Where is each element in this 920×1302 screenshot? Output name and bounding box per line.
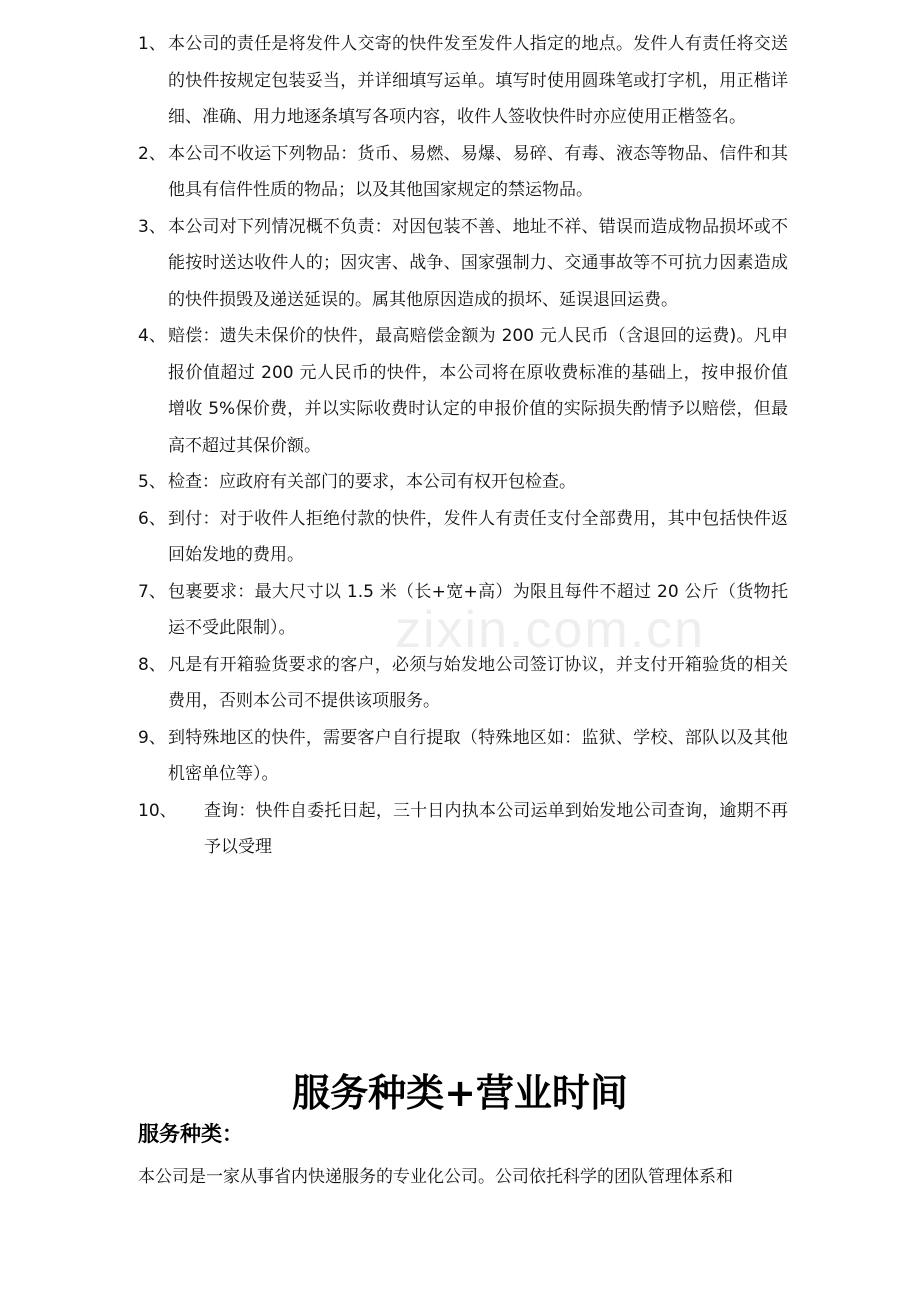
terms-list (138, 26, 788, 866)
term-text: 检查：应政府有关部门的要求，本公司有权开包检查。 (168, 472, 576, 492)
term-item (138, 574, 788, 647)
intro-paragraph: 本公司是一家从事省内快递服务的专业化公司。公司依托科学的团队管理体系和 (138, 1167, 733, 1187)
term-number: 3、 (138, 216, 166, 237)
term-text: 到付：对于收件人拒绝付款的快件，发件人有责任支付全部费用，其中包括快件返回始发地的费用。 (168, 508, 788, 565)
term-item (138, 464, 788, 501)
term-item (138, 26, 788, 136)
term-text: 赔偿：遗失未保价的快件，最高赔偿金额为 200 元人民币（含退回的运费)。凡申报价值超过 200 元人民币的快件，本公司将在原收费标准的基础上，按申报价值增收 5%保价费，并以实际收费时认定的申报价值的实际损失酌情予以赔偿，但最高不超过其保价额。 (168, 326, 788, 456)
term-number: 8、 (138, 654, 166, 675)
term-number: 4、 (138, 326, 166, 346)
term-number: 1、 (138, 34, 166, 54)
term-text: 本公司对下列情况概不负责：对因包装不善、地址不祥、错误而造成物品损坏或不能按时送达收件人的；因灾害、战争、国家强制力、交通事故等不可抗力因素造成的快件损毁及递送延误的。属其他原因造成的损坏、延误退回运费。 (168, 216, 788, 310)
term-number: 9、 (138, 727, 166, 748)
term-text: 包裹要求：最大尺寸以 1.5 米（长+宽+高）为限且每件不超过 20 公斤（货物托运不受此限制）。 (168, 581, 788, 638)
term-number: 10、 (138, 800, 177, 821)
term-text: 查询：快件自委托日起，三十日内执本公司运单到始发地公司查询，逾期不再予以受理 (204, 800, 788, 857)
term-text: 本公司不收运下列物品：货币、易燃、易爆、易碎、有毒、液态等物品、信件和其他具有信件性质的物品；以及其他国家规定的禁运物品。 (168, 143, 788, 200)
term-item (138, 501, 788, 574)
term-text: 本公司的责任是将发件人交寄的快件发至发件人指定的地点。发件人有责任将交送的快件按规定包装妥当，并详细填写运单。填写时使用圆珠笔或打字机，用正楷详细、准确、用力地逐条填写各项内容，收件人签收快件时亦应使用正楷签名。 (168, 34, 788, 127)
term-number: 6、 (138, 508, 166, 529)
section-subheading: 服务种类： (138, 1122, 243, 1146)
term-item (138, 647, 788, 720)
term-item (138, 318, 788, 464)
term-text: 到特殊地区的快件，需要客户自行提取（特殊地区如：监狱、学校、部队以及其他机密单位等）。 (168, 727, 788, 784)
section-title: 服务种类+营业时间 (292, 1071, 628, 1115)
term-item (138, 209, 788, 319)
term-number: 5、 (138, 472, 166, 492)
watermark: zixin.com.cn (395, 601, 706, 659)
term-text: 凡是有开箱验货要求的客户，必须与始发地公司签订协议，并支付开箱验货的相关费用，否则本公司不提供该项服务。 (168, 654, 788, 711)
term-item (138, 720, 788, 793)
term-number: 7、 (138, 581, 166, 602)
term-item (138, 793, 788, 866)
term-item (138, 136, 788, 209)
term-number: 2、 (138, 143, 166, 164)
